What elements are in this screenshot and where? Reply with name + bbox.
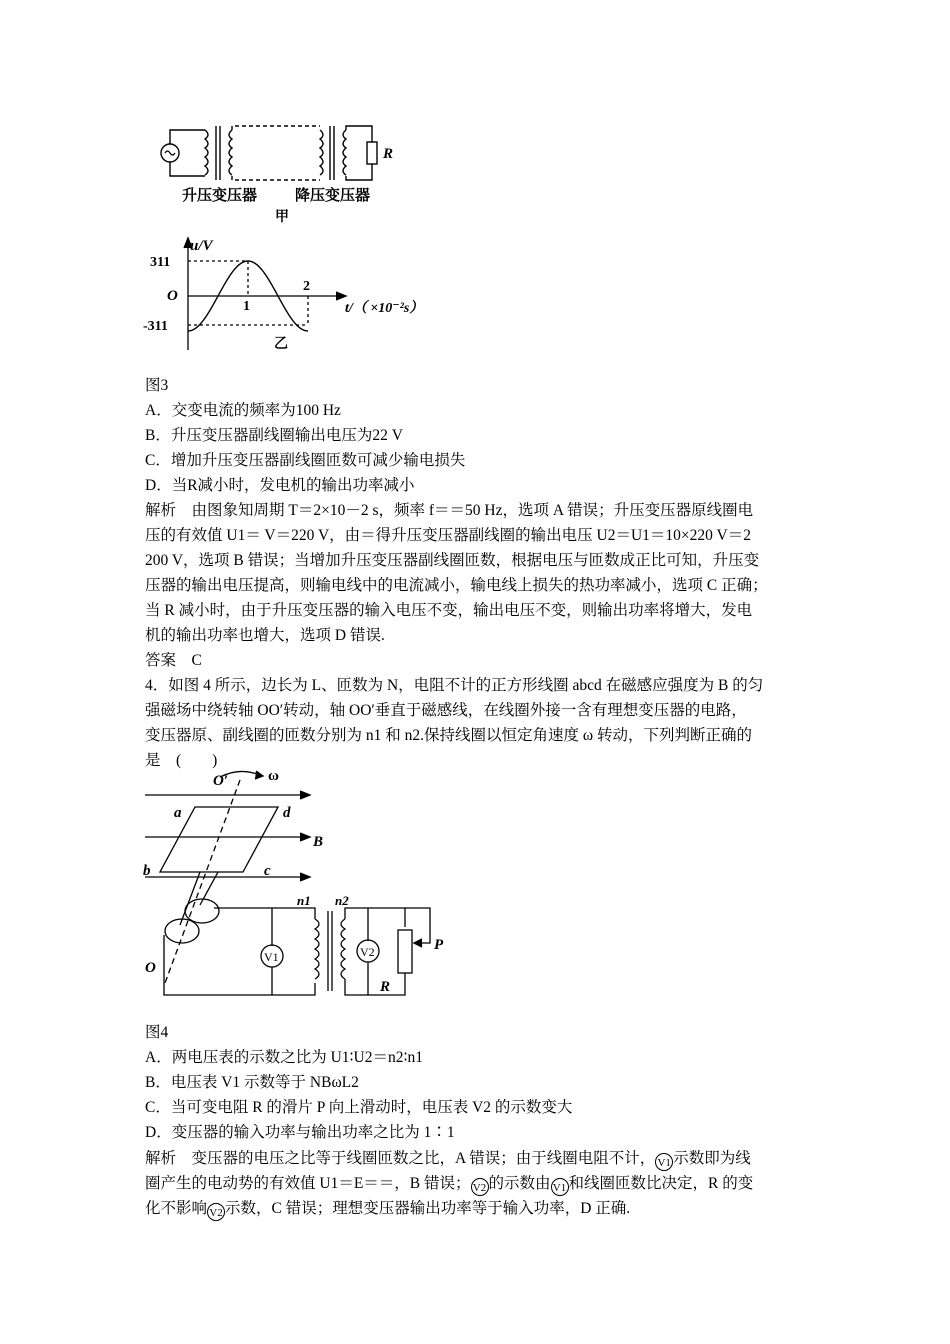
coil-d-label: d (283, 805, 291, 821)
q3-option-b: B．升压变压器副线圈输出电压为22 V (145, 427, 403, 444)
y-axis-label: u/V (190, 238, 213, 254)
step-down-label: 降压变压器 (295, 186, 371, 204)
figure-jia (150, 118, 410, 228)
n1-label: n1 (297, 893, 311, 908)
resistor-label: R (383, 146, 394, 162)
q3-option-d: D．当R减小时，发电机的输出功率减小 (145, 477, 415, 494)
q4-option-b: B．电压表 V1 示数等于 NBωL2 (145, 1074, 359, 1091)
q3-analysis-line: 200 V，选项 B 错误；当增加升压变压器副线圈匝数，根据电压与匝数成正比可知，升压变 (145, 552, 760, 569)
o-prime-label: O′ (213, 773, 229, 789)
q4-analysis-text: 的示数由 (488, 1175, 551, 1192)
resistor-r-label: R (380, 979, 391, 995)
origin-label: O (167, 288, 178, 304)
voltmeter-v1-icon: V1 (551, 1178, 569, 1196)
q4-stem-line: 强磁场中绕转轴 OO′转动，轴 OO′垂直于磁感线，在线圈外接一含有理想变压器的电路， (145, 702, 747, 719)
figure-4 (140, 765, 460, 1005)
q3-analysis-line: 解析 由图象知周期 T＝2×10－2 s，频率 f＝＝50 Hz，选项 A 错误；升压变压器原线圈电 (145, 502, 754, 519)
q4-analysis-text: 示数，C 错误；理想变压器输出功率等于输入功率，D 正确. (225, 1200, 631, 1217)
q4-analysis-line-1 (145, 1149, 751, 1171)
q3-analysis-line: 机的输出功率也增大，选项 D 错误. (145, 627, 385, 644)
figure-yi (140, 232, 460, 357)
voltmeter-v1-icon: V1 (655, 1153, 673, 1171)
q4-option-d: D．变压器的输入功率与输出功率之比为 1∶1 (145, 1124, 455, 1141)
q3-answer: 答案 C (145, 652, 202, 669)
q4-stem-line: 4．如图 4 所示，边长为 L、匝数为 N，电阻不计的正方形线圈 abcd 在磁感应强度为 B 的匀 (145, 677, 764, 694)
voltmeter-v2-icon: V2 (207, 1203, 225, 1221)
n2-label: n2 (335, 893, 349, 908)
q4-analysis-text: 示数即为线 (673, 1150, 751, 1167)
omega-label: ω (268, 768, 279, 784)
figure-jia-caption: 甲 (275, 209, 289, 225)
voltmeter-v2-icon: V2 (471, 1178, 489, 1196)
tick-1-label: 1 (243, 299, 250, 314)
voltmeter-v1-label: V1 (264, 950, 279, 964)
q3-analysis-line: 压的有效值 U1＝ V＝220 V，由＝得升压变压器副线圈的输出电压 U2＝U1＝10×220 V＝2 (145, 527, 751, 544)
coil-a-label: a (174, 805, 182, 821)
q4-option-c: C．当可变电阻 R 的滑片 P 向上滑动时，电压表 V2 的示数变大 (145, 1099, 573, 1116)
coil-c-label: c (264, 863, 271, 879)
fig3-label: 图3 (145, 377, 169, 394)
q3-option-a: A．交变电流的频率为100 Hz (145, 402, 341, 419)
q3-analysis-line: 压器的输出电压提高，则输电线中的电流减小，输电线上损失的热功率减小，选项 C 正确； (145, 577, 768, 594)
fig4-label: 图4 (145, 1024, 169, 1041)
y-min-label: -311 (143, 319, 168, 334)
voltmeter-v2-label: V2 (360, 945, 375, 959)
q4-analysis-line-3 (145, 1199, 630, 1221)
step-up-label: 升压变压器 (182, 186, 258, 204)
q4-analysis-text: 化不影响 (145, 1200, 208, 1217)
q4-analysis-text: 圈产生的电动势的有效值 U1＝E＝＝，B 错误； (145, 1175, 471, 1192)
y-max-label: 311 (150, 255, 171, 270)
slider-p-label: P (434, 937, 444, 953)
q4-analysis-line-2 (145, 1174, 753, 1196)
axis-o-label: O (145, 960, 156, 976)
q3-option-c: C．增加升压变压器副线圈匝数可减少输电损失 (145, 452, 466, 469)
q4-stem-line: 是 ( ) (145, 752, 218, 769)
q4-analysis-text: 和线圈匝数比决定，R 的变 (568, 1175, 754, 1192)
coil-b-label: b (143, 863, 151, 879)
q4-option-a: A．两电压表的示数之比为 U1∶U2＝n2∶n1 (145, 1049, 424, 1066)
q3-analysis-line: 当 R 减小时，由于升压变压器的输入电压不变，输出电压不变，则输出功率将增大，发电 (145, 602, 753, 619)
q4-stem-line: 变压器原、副线圈的匝数分别为 n1 和 n2.保持线圈以恒定角速度 ω 转动，下列判断正确的 (145, 727, 752, 744)
figure-yi-caption: 乙 (274, 336, 288, 352)
field-b-label: B (313, 834, 324, 850)
x-axis-label: t/（ ×10⁻²s） (345, 301, 424, 316)
tick-2-label: 2 (303, 279, 310, 294)
q4-analysis-text: 解析 变压器的电压之比等于线圈匝数之比，A 错误；由于线圈电阻不计， (145, 1150, 656, 1167)
